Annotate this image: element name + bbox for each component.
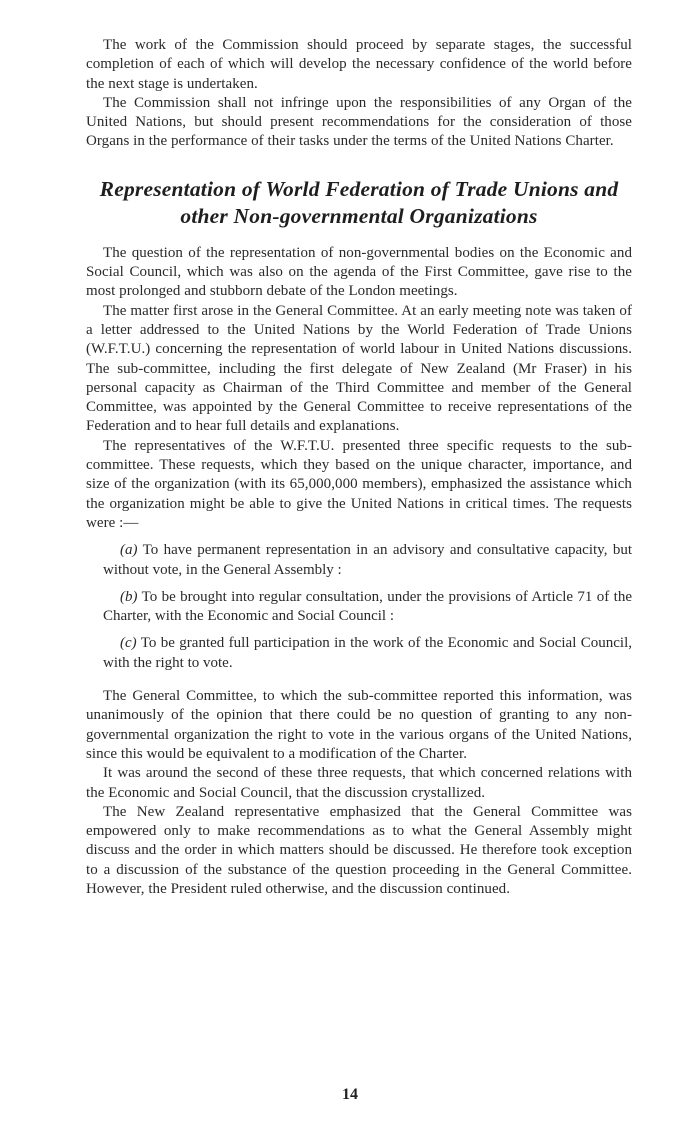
page-number: 14 xyxy=(342,1086,358,1103)
request-text-a: To have permanent representation in an advisory and consultative capacity, but without vote, in the General Assembly : xyxy=(103,542,632,578)
section-paragraph-1: The question of the representation of non-governmental bodies on the Economic and Social Council, which was also on the agenda of the First Committee, gave rise to the most prolonged and stubborn debate of the London meetings. xyxy=(86,244,632,300)
section-paragraph-4: The General Committee, to which the sub-committee reported this information, was unanimously of the opinion that there could be no question of granting to any non-governmental organization the right to vote in the various organs of the United Nations, since this would be equivalent to a modification of the Charter. xyxy=(86,688,632,762)
request-item-c xyxy=(86,634,632,673)
request-item-b xyxy=(86,588,632,627)
request-text-b: To be brought into regular consultation, under the provisions of Article 71 of the Charter, with the Economic and Social Council : xyxy=(103,588,632,625)
requests-list xyxy=(86,541,632,673)
section-paragraph-3: The representatives of the W.F.T.U. presented three specific requests to the sub-committee. These requests, which they based on the unique character, importance, and size of the organization (with its 65,000,000 members), emphasized the assistance which the organization might be able to give the United Nations in critical times. The requests were :— xyxy=(86,437,632,531)
document-page xyxy=(86,36,632,899)
request-item-a xyxy=(86,541,632,580)
request-marker-b: (b) xyxy=(120,588,138,605)
intro-paragraph-2: The Commission shall not infringe upon the responsibilities of any Organ of the United Nations, but should present recommendations for the consideration of those Organs in the performance of their tasks under the terms of the United Nations Charter. xyxy=(86,94,632,150)
section-paragraph-2: The matter first arose in the General Committee. At an early meeting note was taken of a letter addressed to the United Nations by the World Federation of Trade Unions (W.F.T.U.) concerning the representation of world labour in United Nations discussions. The sub-committee, including the first delegate of New Zealand (Mr Fraser) in his personal capacity as Chairman of the Third Committee and member of the General Committee, was appointed by the General Committee to receive representations of the Federation and to hear full details and explanations. xyxy=(86,302,632,435)
section-heading-line-1: Representation of World Federation of Trade Unions and xyxy=(99,176,619,201)
section-paragraph-6: The New Zealand representative emphasized that the General Committee was empowered only to make recommendations as to what the General Assembly might discuss and the order in which matters should be discussed. He therefore took exception to a discussion of the substance of the question proceeding in the General Committee. However, the President ruled otherwise, and the discussion continued. xyxy=(86,803,632,897)
request-text-c: To be granted full participation in the work of the Economic and Social Council, with the right to vote. xyxy=(103,635,632,671)
section-heading xyxy=(86,176,632,230)
section-heading-line-2: other Non-governmental Organizations xyxy=(180,203,538,228)
request-marker-a: (a) xyxy=(120,542,138,559)
section-paragraph-5: It was around the second of these three requests, that which concerned relations with the Economic and Social Council, that the discussion crystallized. xyxy=(86,765,632,801)
request-marker-c: (c) xyxy=(120,635,137,652)
intro-paragraph-1: The work of the Commission should proceed by separate stages, the successful completion of each of which will develop the necessary confidence of the world before the next stage is undertaken. xyxy=(86,37,632,92)
